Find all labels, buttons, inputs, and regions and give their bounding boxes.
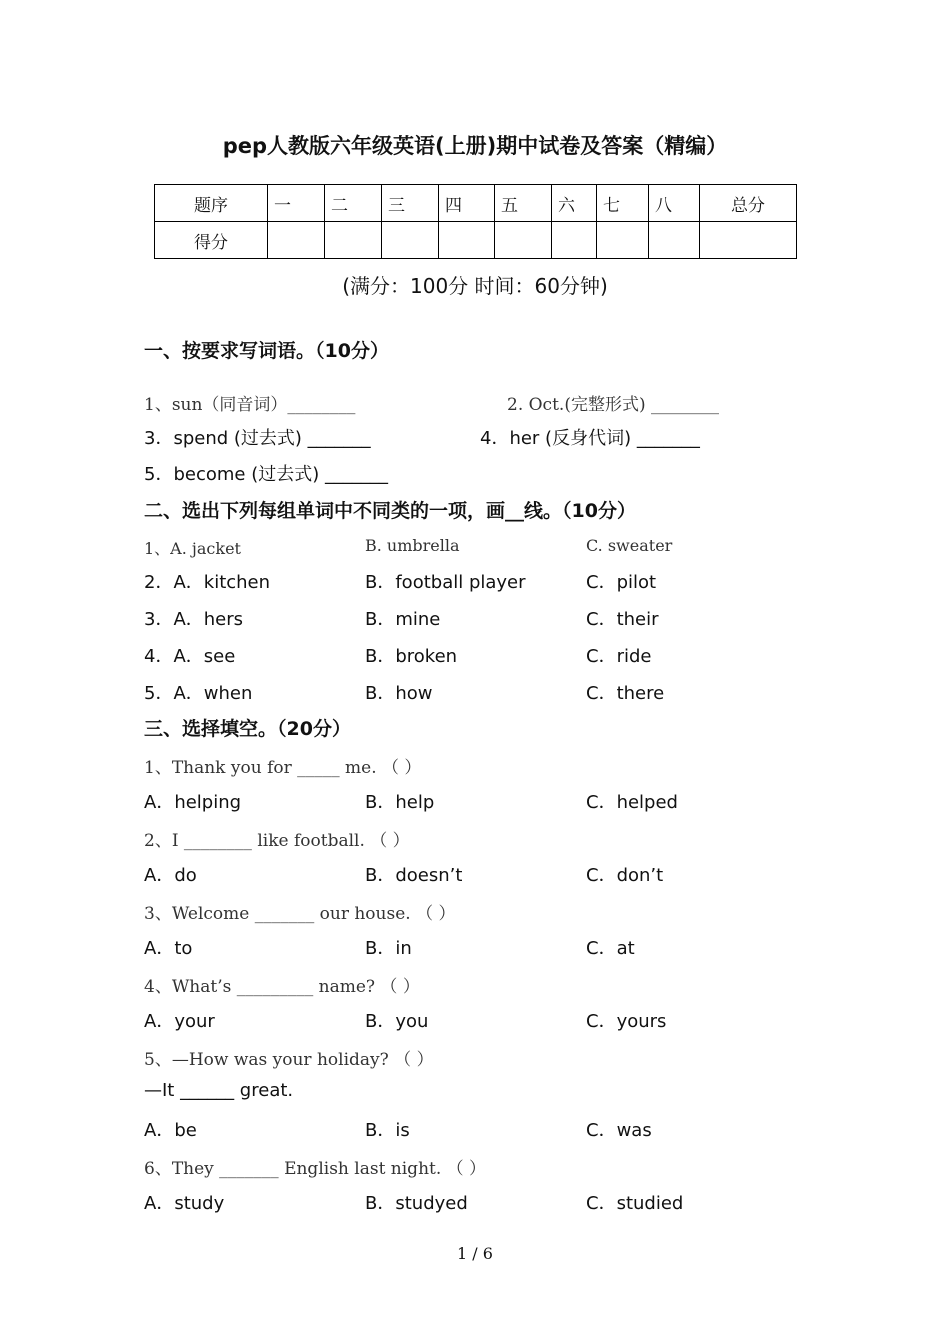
score-header-cell: 二 — [325, 185, 382, 222]
option-3-1-b: B．help — [365, 792, 435, 813]
score-header-cell: 三 — [382, 185, 439, 222]
option-3-1-a: A．helping — [144, 792, 242, 813]
score-header-cell: 五 — [495, 185, 552, 222]
option-2-5-b: B．how — [365, 683, 433, 704]
question-3-4: 4、What’s _________ name? （ ） — [144, 977, 420, 997]
option-3-5-c: C．was — [586, 1120, 652, 1141]
option-2-4-b: B．broken — [365, 646, 458, 667]
option-2-1-c: C. sweater — [586, 536, 673, 555]
option-2-2-a: 2．A．kitchen — [144, 572, 271, 593]
question-1-3: 3．spend (过去式) _______ — [144, 428, 371, 449]
option-3-4-b: B．you — [365, 1011, 429, 1032]
option-3-3-a: A．to — [144, 938, 193, 959]
exam-info: (满分：100分 时间：60分钟) — [342, 274, 608, 298]
option-2-4-a: 4．A．see — [144, 646, 236, 667]
score-cell[interactable] — [495, 222, 552, 259]
score-row-label: 得分 — [155, 222, 268, 259]
score-cell[interactable] — [382, 222, 439, 259]
question-3-2: 2、I ________ like football. （ ） — [144, 831, 410, 851]
option-3-4-a: A．your — [144, 1011, 215, 1032]
question-1-5: 5．become (过去式) _______ — [144, 464, 388, 485]
score-header-cell: 题序 — [155, 185, 268, 222]
question-3-1: 1、Thank you for _____ me. （ ） — [144, 758, 422, 778]
option-2-5-c: C．there — [586, 683, 665, 704]
score-header-cell: 四 — [439, 185, 495, 222]
score-header-cell: 七 — [597, 185, 649, 222]
question-3-6: 6、They _______ English last night. （ ） — [144, 1159, 487, 1179]
score-cell[interactable] — [597, 222, 649, 259]
question-3-3: 3、Welcome _______ our house. （ ） — [144, 904, 456, 924]
score-table — [154, 184, 797, 259]
score-header-cell: 总分 — [700, 185, 797, 222]
option-3-1-c: C．helped — [586, 792, 678, 813]
option-2-2-c: C．pilot — [586, 572, 657, 593]
option-3-3-b: B．in — [365, 938, 412, 959]
option-3-6-c: C．studied — [586, 1193, 684, 1214]
option-2-3-b: B．mine — [365, 609, 441, 630]
option-2-2-b: B．football player — [365, 572, 526, 593]
section-1-heading: 一、按要求写词语。（10分） — [144, 340, 389, 362]
option-2-5-a: 5．A．when — [144, 683, 253, 704]
option-2-1-a: 1、A. jacket — [144, 539, 241, 558]
score-cell[interactable] — [552, 222, 597, 259]
question-1-1: 1、sun（同音词）________ — [144, 395, 356, 415]
score-table-header-row — [155, 185, 797, 222]
option-3-2-b: B．doesn’t — [365, 865, 463, 886]
question-1-4: 4．her (反身代词) _______ — [480, 428, 700, 449]
option-3-6-b: B．studyed — [365, 1193, 468, 1214]
score-table-score-row — [155, 222, 797, 259]
page-title: pep人教版六年级英语(上册)期中试卷及答案（精编） — [222, 134, 728, 158]
score-header-cell: 六 — [552, 185, 597, 222]
option-2-4-c: C．ride — [586, 646, 652, 667]
option-3-5-b: B．is — [365, 1120, 410, 1141]
question-3-5: 5、—How was your holiday? （ ） — [144, 1050, 434, 1070]
question-1-2: 2. Oct.(完整形式) ________ — [507, 395, 719, 415]
section-3-heading: 三、选择填空。（20分） — [144, 718, 351, 740]
score-header-cell: 八 — [649, 185, 700, 222]
score-header-cell: 一 — [268, 185, 325, 222]
option-3-6-a: A．study — [144, 1193, 225, 1214]
option-2-3-c: C．their — [586, 609, 659, 630]
score-cell[interactable] — [700, 222, 797, 259]
option-3-3-c: C．at — [586, 938, 635, 959]
option-3-4-c: C．yours — [586, 1011, 667, 1032]
score-cell[interactable] — [439, 222, 495, 259]
option-3-5-a: A．be — [144, 1120, 197, 1141]
section-2-heading: 二、选出下列每组单词中不同类的一项，画__线。（10分） — [144, 500, 636, 522]
option-3-2-c: C．don’t — [586, 865, 664, 886]
score-cell[interactable] — [649, 222, 700, 259]
question-3-5-reply: —It ______ great. — [144, 1080, 294, 1101]
option-3-2-a: A．do — [144, 865, 197, 886]
page-number: 1 / 6 — [457, 1244, 493, 1263]
score-cell[interactable] — [325, 222, 382, 259]
score-cell[interactable] — [268, 222, 325, 259]
option-2-1-b: B. umbrella — [365, 536, 460, 555]
option-2-3-a: 3．A．hers — [144, 609, 244, 630]
